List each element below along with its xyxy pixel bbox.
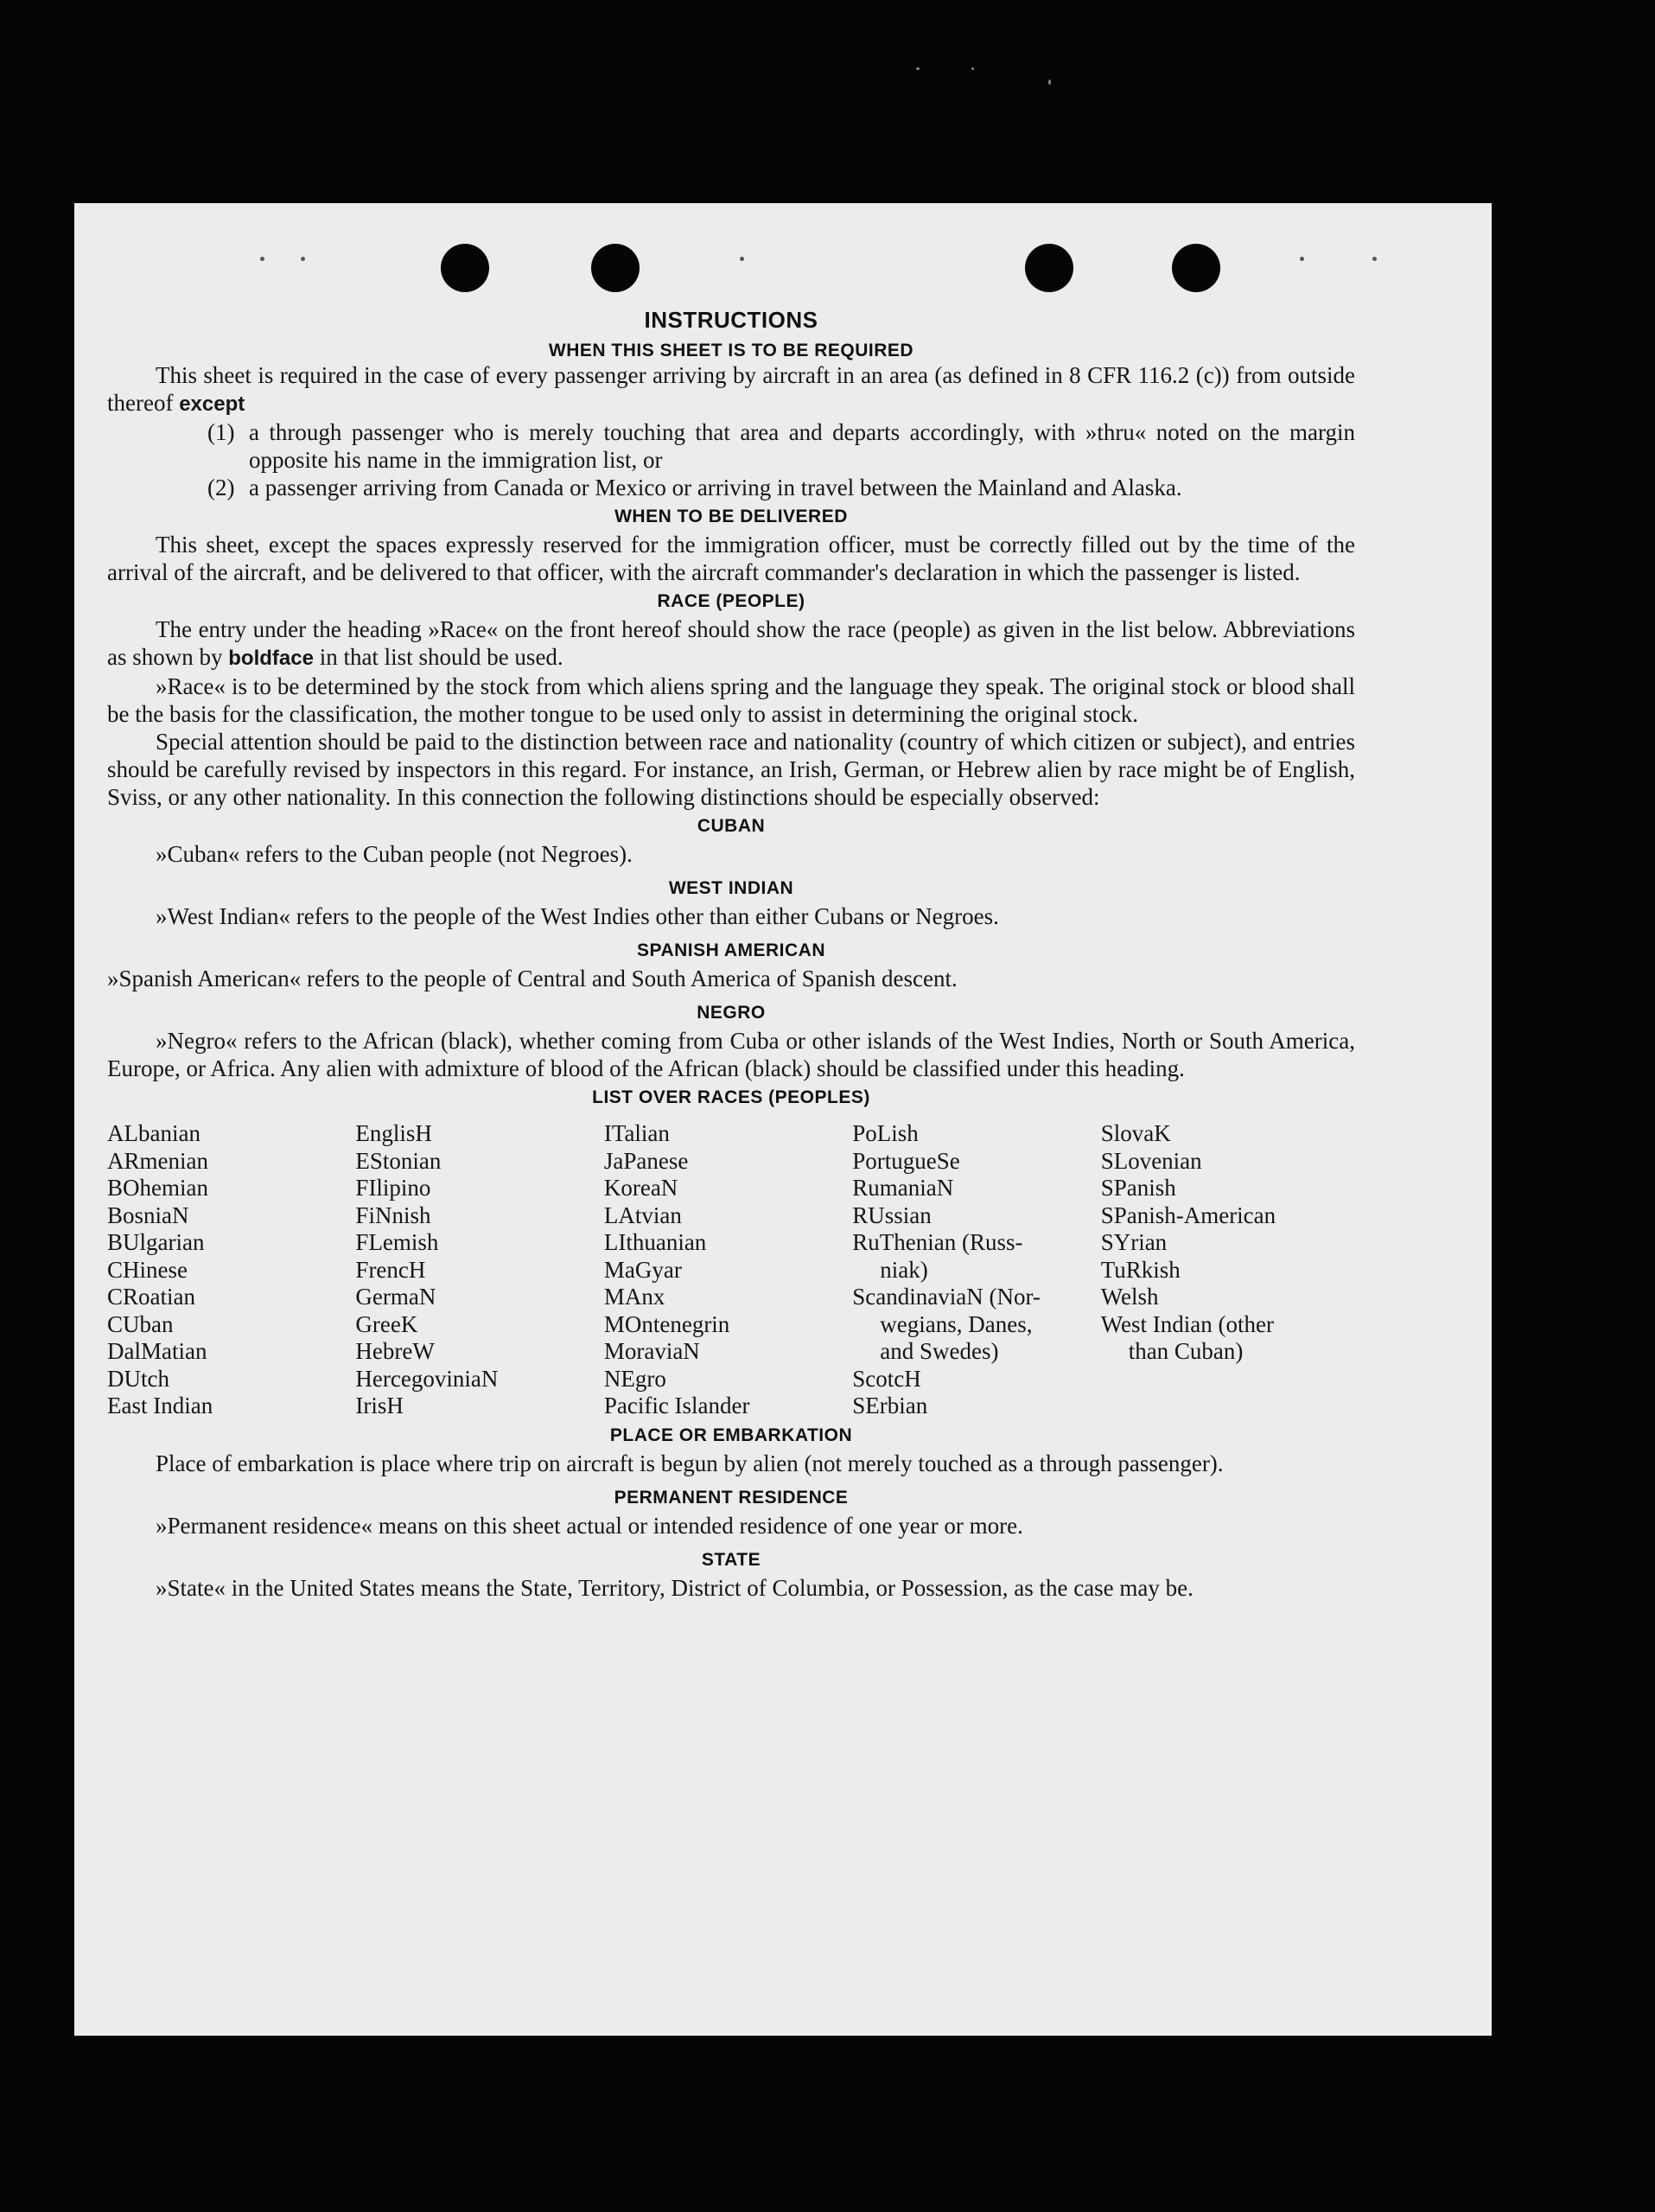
race-entry: MOntenegrin [603, 1310, 730, 1337]
section-heading: WHEN THIS SHEET IS TO BE REQUIRED [548, 341, 914, 360]
race-entry-continued: than Cuban) [1128, 1338, 1244, 1364]
section-heading: LIST OVER RACES (PEOPLES) [592, 1087, 870, 1107]
race-entry: NEgro [603, 1365, 666, 1392]
race-entry: RumaniaN [852, 1175, 954, 1201]
race-entry: RuThenian (Russ- [852, 1229, 1023, 1255]
race-entry: JaPanese [603, 1147, 689, 1174]
race-entry: Pacific Islander [603, 1393, 750, 1418]
race-entry-continued: niak) [880, 1256, 928, 1283]
section-heading: NEGRO [697, 1003, 766, 1023]
section-paragraph: »West Indian« refers to the people of the West Indies other than either Cubans or Negroes. [156, 903, 999, 929]
section-paragraph: Place of embarkation is place where trip on aircraft is begun by alien (not merely touched as a through passenger). [156, 1450, 1224, 1476]
race-entry: LAtvian [603, 1202, 682, 1228]
race-entry: GermaN [355, 1284, 436, 1310]
race-entry: BosniaN [107, 1202, 189, 1228]
race-entry: BUlgarian [107, 1229, 205, 1255]
section-heading: PERMANENT RESIDENCE [614, 1487, 849, 1508]
section-paragraph: »Cuban« refers to the Cuban people (not Negroes). [156, 841, 633, 867]
race-entry: MoraviaN [603, 1338, 700, 1364]
race-entry-continued: and Swedes) [880, 1338, 999, 1364]
race-entry: TuRkish [1100, 1256, 1181, 1283]
scan-dot [1300, 257, 1304, 261]
race-entry: PortugueSe [852, 1147, 960, 1174]
race-entry: CUban [107, 1310, 174, 1337]
race-entry: ScotcH [852, 1365, 921, 1392]
race-entry: SLovenian [1100, 1147, 1202, 1174]
section-paragraph: »Race« is to be determined by the stock from which aliens spring and the language they speak. The original stock or blood shall be the basis for the classification, the mother tongue to be used only to assist in determining the original stock. [107, 673, 1355, 727]
race-entry: DUtch [107, 1365, 169, 1392]
list-item-number: (2) [207, 475, 235, 500]
race-entry: FIlipino [355, 1175, 431, 1201]
race-entry: GreeK [355, 1310, 418, 1337]
race-entry: Welsh [1100, 1284, 1159, 1310]
section-paragraph: »Permanent residence« means on this sheet actual or intended residence of one year or more. [156, 1512, 1023, 1539]
bold-text: boldface [228, 647, 314, 670]
section-paragraph: The entry under the heading »Race« on the front hereof should show the race (people) as given in the list below. Abbreviations as shown by boldface in that list should be used. [107, 616, 1355, 670]
race-entry: CHinese [107, 1256, 188, 1283]
race-entry: DalMatian [107, 1338, 207, 1364]
section-heading: RACE (PEOPLE) [657, 591, 805, 611]
scan-speck [971, 67, 974, 70]
list-item-number: (1) [207, 419, 235, 445]
section-paragraph: »Spanish American« refers to the people of Central and South America of Spanish descent. [107, 966, 958, 991]
punch-hole [1172, 244, 1220, 292]
race-entry: HercegoviniaN [355, 1365, 499, 1392]
section-heading: CUBAN [697, 816, 766, 836]
section-heading: WHEN TO BE DELIVERED [614, 507, 848, 526]
race-entry: ScandinaviaN (Nor- [852, 1284, 1041, 1310]
race-entry: ARmenian [107, 1147, 208, 1174]
race-entry: EnglisH [355, 1120, 432, 1146]
bold-text: except [179, 392, 245, 416]
punch-hole [441, 244, 489, 292]
race-entry: CRoatian [107, 1284, 195, 1310]
race-entry: KoreaN [603, 1175, 678, 1201]
scan-speck [916, 67, 920, 70]
race-entry: MaGyar [603, 1256, 682, 1283]
list-item [107, 418, 1355, 474]
scan-dot [301, 257, 305, 261]
section-paragraph: »State« in the United States means the State, Territory, District of Columbia, or Possession, as the case may be. [156, 1574, 1194, 1601]
race-column [355, 1120, 603, 1420]
race-entry: MAnx [603, 1284, 665, 1310]
section-heading: PLACE OR EMBARKATION [609, 1425, 853, 1445]
race-entry: SlovaK [1100, 1120, 1171, 1146]
scan-speck [1048, 80, 1051, 85]
race-entry: SYrian [1100, 1229, 1168, 1255]
section-paragraph: This sheet is required in the case of every passenger arriving by aircraft in an area (as defined in 8 CFR 116.2 (c)) from outside thereof except [107, 362, 1355, 416]
instruction-sheet [74, 203, 1492, 2036]
list-item [107, 474, 1355, 501]
race-column [852, 1120, 1100, 1420]
race-entry: BOhemian [107, 1175, 208, 1201]
section-heading: STATE [701, 1549, 761, 1570]
race-entry: FiNnish [355, 1202, 431, 1228]
section-paragraph: »Negro« refers to the African (black), whether coming from Cuba or other islands of the West Indies, North or South America, Europe, or Africa. Any alien with admixture of blood of the African (black) should be classified under this heading. [107, 1028, 1355, 1081]
scan-dot [740, 257, 744, 261]
page-title: INSTRUCTIONS [644, 307, 818, 333]
section-heading: SPANISH AMERICAN [636, 940, 825, 960]
race-entry: EStonian [355, 1147, 442, 1174]
scan-dot [1372, 257, 1377, 261]
race-entry: ITalian [603, 1120, 670, 1146]
section-heading: WEST INDIAN [668, 878, 794, 898]
punch-hole [1025, 244, 1073, 292]
race-entry: HebreW [355, 1338, 435, 1364]
race-entry: SPanish [1100, 1175, 1176, 1201]
race-column [1101, 1120, 1355, 1420]
race-entry: LIthuanian [603, 1229, 707, 1255]
race-column [107, 1120, 355, 1420]
race-entry: West Indian (other [1100, 1310, 1274, 1337]
punch-hole [591, 244, 640, 292]
race-entry: IrisH [355, 1393, 404, 1418]
race-entry: SErbian [852, 1393, 928, 1418]
race-entry: ALbanian [107, 1120, 201, 1146]
section-paragraph: Special attention should be paid to the distinction between race and nationality (country of which citizen or subject), and entries should be carefully revised by inspectors in this regard. For instance, an Irish, German, or Hebrew alien by race might be of English, Sviss, or any other nationality. In this connection the following distinctions should be especially observed: [107, 729, 1355, 810]
race-entry: FLemish [355, 1229, 439, 1255]
list-item-text: a passenger arriving from Canada or Mexico or arriving in travel between the Mainland and Alaska. [249, 475, 1182, 500]
race-column [604, 1120, 852, 1420]
race-entry: PoLish [852, 1120, 919, 1146]
race-entry: FrencH [355, 1256, 426, 1283]
race-entry-continued: wegians, Danes, [880, 1310, 1033, 1337]
race-entry: SPanish-American [1100, 1202, 1276, 1228]
section-paragraph: This sheet, except the spaces expressly reserved for the immigration officer, must be correctly filled out by the time of the arrival of the aircraft, and be delivered to that officer, with the aircraft commander's declaration in which the passenger is listed. [107, 532, 1355, 585]
race-list [107, 1120, 1355, 1420]
race-entry: East Indian [107, 1393, 213, 1418]
scan-dot [260, 257, 264, 261]
race-entry: RUssian [852, 1202, 932, 1228]
list-item-text: a through passenger who is merely touching that area and departs accordingly, with »thru« noted on the margin opposite his name in the immigration list, or [249, 419, 1355, 473]
